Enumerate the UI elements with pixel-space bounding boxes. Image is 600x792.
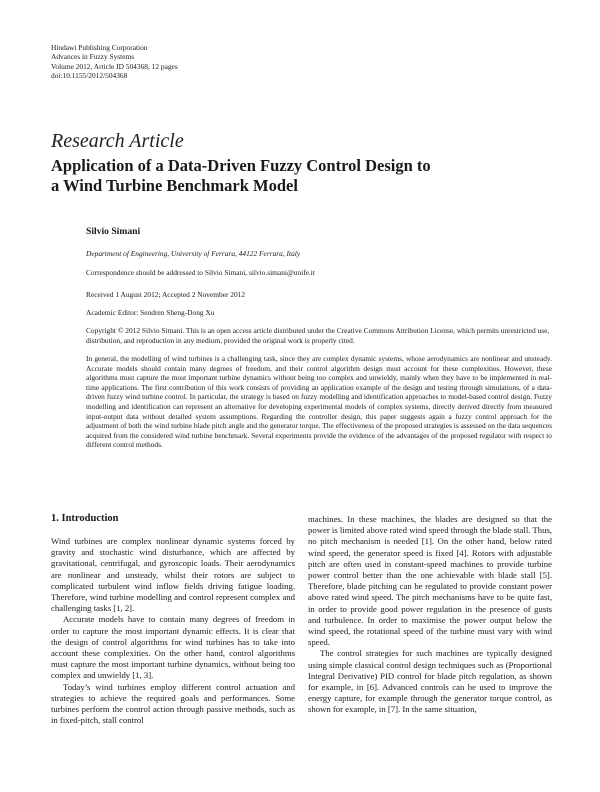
right-column — [308, 514, 552, 716]
paragraph: The control strategies for such machines are typically designed using simple classical control design techniques such as (Proportional Integral Derivative) PID control for blade pitch regulation, as shown for example, in [6]. Advanced controls can be used to improve the energy capture, for example through the generator torque control, as shown for example, in [7]. In the same situation, — [308, 648, 552, 715]
academic-editor: Academic Editor: Sendren Sheng-Dong Xu — [86, 308, 215, 317]
publisher-line: Hindawi Publishing Corporation — [51, 43, 148, 52]
correspondence: Correspondence should be addressed to Silvio Simani, silvio.simani@unife.it — [86, 268, 315, 277]
title-line-1: Application of a Data-Driven Fuzzy Control Design to — [51, 156, 431, 175]
volume-info: Volume 2012, Article ID 504368, 12 pages — [51, 61, 178, 71]
paragraph: Wind turbines are complex nonlinear dynamic systems forced by gravity and stochastic wind disturbance, which are affected by gravitational, centrifugal, and gyroscopic loads. Their aerodynamics are nonlinear and unsteady, whilst their rotors are subject to complicated turbulent wind inflow fields driving fatigue loading. Therefore, wind turbine modelling and control represent complex and challenging tasks [1, 2]. — [51, 536, 295, 614]
affiliation: Department of Engineering, University of Ferrara, 44122 Ferrara, Italy — [86, 249, 301, 258]
copyright-notice: Copyright © 2012 Silvio Simani. This is an open access article distributed under the Creative Commons Attribution License, which permits unrestricted use, distribution, and reproduction in any medium, provided the original work is properly cited. — [86, 326, 550, 345]
abstract: In general, the modelling of wind turbines is a challenging task, since they are complex dynamic systems, whose aerodynamics are nonlinear and unsteady. Accurate models should contain many degrees of freedom, and their control algorithm design must account for these complexities. However, these algorithms must capture the most important turbine dynamics without being too complex and unwieldy, mainly when they have to be implemented in real-time applications. The first contribution of this work consists of providing an application example of the design and testing through simulations, of a data-driven fuzzy wind turbine control. In particular, the strategy is based on fuzzy modelling and identification approaches to model-based control design. Fuzzy modelling and identification can represent an alternative for developing experimental models of complex systems, directly derived directly from measured input-output data without detailed system assumptions. Regarding the controller design, this paper suggests again a fuzzy control approach for the adjustment of both the wind turbine blade pitch angle and the generator torque. The effectiveness of the proposed strategies is assessed on the data sequences acquired from the considered wind turbine benchmark. Several experiments provide the evidence of the advantages of the proposed regulator with respect to different control methods. — [86, 354, 552, 450]
paragraph: Accurate models have to contain many degrees of freedom in order to capture the most important dynamic effects. It is clear that the design of control algorithms for wind turbines has to take into account these complexities. On the other hand, control algorithms must capture the most important turbine dynamics, without being too complex and unwieldy [1, 3]. — [51, 614, 295, 681]
paragraph: Today’s wind turbines employ different control actuation and strategies to achieve the required goals and performances. Some turbines perform the control action through passive methods, such as in fixed-pitch, stall control — [51, 681, 295, 726]
paper-title — [51, 156, 431, 196]
journal-name: Advances in Fuzzy Systems — [51, 52, 135, 62]
doi-line: doi:10.1155/2012/504368 — [51, 71, 128, 81]
author-name: Silvio Simani — [86, 226, 141, 237]
journal-header — [51, 43, 178, 81]
article-type: Research Article — [51, 130, 184, 152]
left-column — [51, 536, 295, 726]
paragraph: machines. In these machines, the blades are designed so that the power is limited above rated wind speed through the blade stall. Thus, no pitch mechanism is needed [1]. On the other hand, below rated wind speed, the generator speed is fixed [4]. Rotors with adjustable pitch are often used in constant-speed machines to provide turbine power control better than the one achievable with blade stall [5]. Therefore, blade pitching can be regulated to provide constant power above rated wind speed. The pitch mechanisms have to be quite fast, in order to provide good power regulation in the presence of gusts and turbulence. In order to maximise the power output below the wind speed, the rotational speed of the turbine must vary with wind speed. — [308, 514, 552, 648]
received-accepted-dates: Received 1 August 2012; Accepted 2 November 2012 — [86, 290, 246, 299]
section-heading-introduction: 1. Introduction — [51, 513, 119, 524]
title-line-2: a Wind Turbine Benchmark Model — [51, 176, 298, 195]
